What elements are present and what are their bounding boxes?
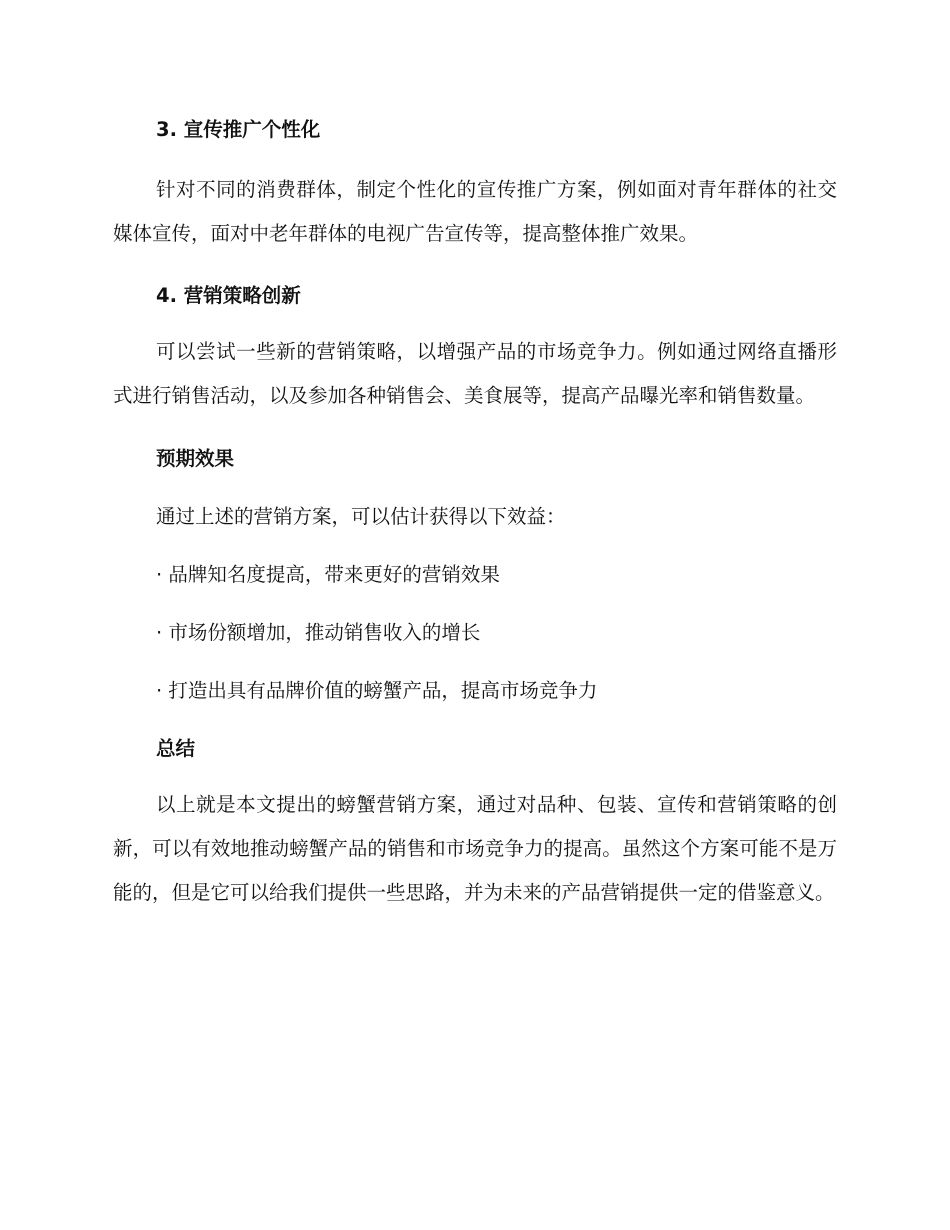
expected-intro: 通过上述的营销方案，可以估计获得以下效益： <box>156 505 566 528</box>
section-body-strategy: 可以尝试一些新的营销策略，以增强产品的市场竞争力。例如通过网络直播形式进行销售活动，以及参加各种销售会、美食展等，提高产品曝光率和销售数量。 <box>113 340 837 407</box>
section-body-promotion: 针对不同的消费群体，制定个性化的宣传推广方案，例如面对青年群体的社交媒体宣传，面对中老年群体的电视广告宣传等，提高整体推广效果。 <box>113 178 837 245</box>
bullet-item: · 品牌知名度提高，带来更好的营销效果 <box>156 563 500 586</box>
section-heading-summary: 总结 <box>156 737 196 760</box>
bullet-item: · 市场份额增加，推动销售收入的增长 <box>156 621 481 644</box>
section-body-summary: 以上就是本文提出的螃蟹营销方案，通过对品种、包装、宣传和营销策略的创新，可以有效地推动螃蟹产品的销售和市场竞争力的提高。虽然这个方案可能不是万能的，但是它可以给我们提供一些思路，并为未来的产品营销提供一定的借鉴意义。 <box>113 793 837 904</box>
section-heading-promotion: 3. 宣传推广个性化 <box>156 118 321 141</box>
section-heading-expected: 预期效果 <box>156 447 235 470</box>
section-heading-strategy: 4. 营销策略创新 <box>156 284 301 307</box>
bullet-item: · 打造出具有品牌价值的螃蟹产品，提高市场竞争力 <box>156 679 598 702</box>
